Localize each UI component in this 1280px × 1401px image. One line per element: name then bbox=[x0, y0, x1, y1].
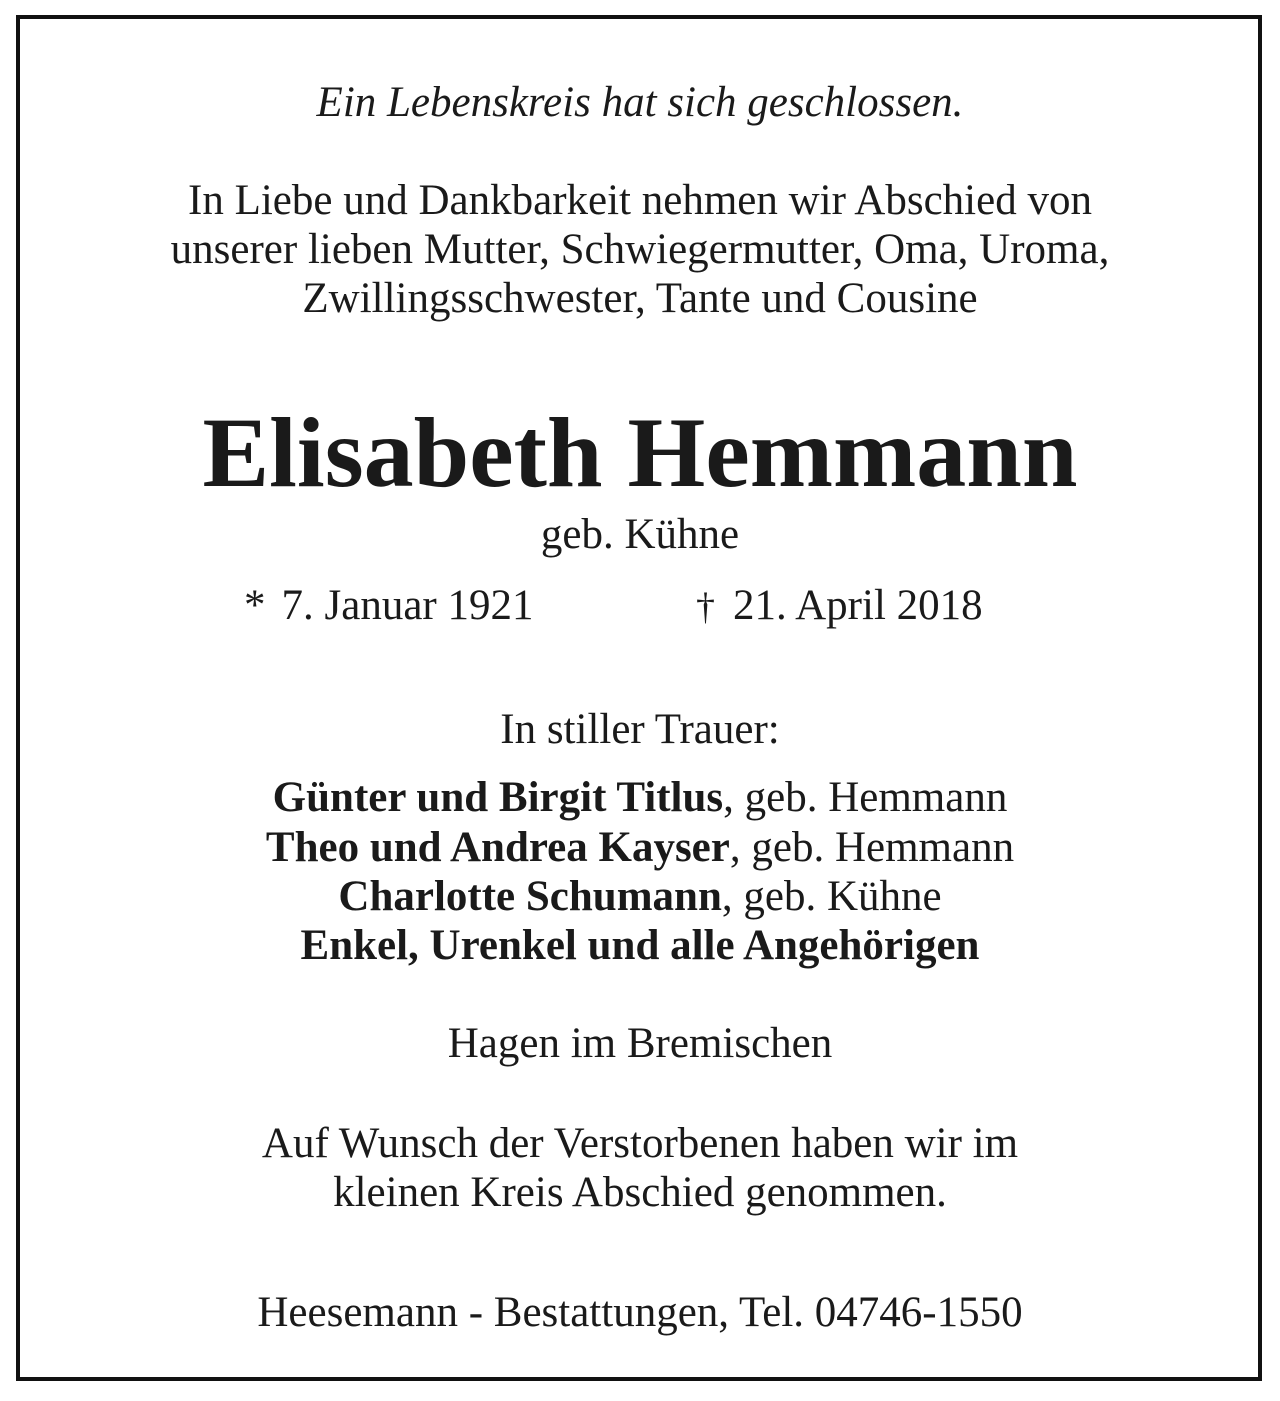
intro-line-1: In Liebe und Dankbarkeit nehmen wir Abschied von bbox=[188, 177, 1092, 224]
mourner-name: Theo und Andrea Kayser bbox=[265, 824, 730, 871]
birth-date: 7. Januar 1921 bbox=[281, 582, 534, 629]
mourner-suffix: , geb. Hemmann bbox=[729, 824, 1015, 871]
birth-star-icon: * bbox=[244, 582, 266, 629]
cross-icon: † bbox=[696, 586, 715, 628]
mourner-name: Günter und Birgit Titlus bbox=[272, 774, 724, 821]
mourner-suffix: , geb. Hemmann bbox=[723, 774, 1008, 821]
mourning-heading: In stiller Trauer: bbox=[500, 706, 780, 753]
maiden-name: geb. Kühne bbox=[540, 511, 740, 558]
closing-line-2: kleinen Kreis Abschied genommen. bbox=[333, 1169, 947, 1216]
mourner-line bbox=[0, 773, 1280, 823]
motto: Ein Lebenskreis hat sich geschlossen. bbox=[316, 79, 964, 126]
mourner-line bbox=[0, 872, 1280, 922]
deceased-name: Elisabeth Hemmann bbox=[202, 397, 1078, 508]
intro-line-3: Zwillingsschwester, Tante und Cousine bbox=[302, 275, 978, 322]
death bbox=[696, 581, 983, 632]
mourner-line bbox=[0, 823, 1280, 873]
mourner-name: Charlotte Schumann bbox=[338, 873, 722, 920]
mourner-suffix: , geb. Kühne bbox=[721, 873, 942, 920]
intro-line-2: unserer lieben Mutter, Schwiegermutter, Oma, Uroma, bbox=[170, 226, 1110, 273]
birth bbox=[244, 581, 533, 631]
mourner-line bbox=[0, 921, 1280, 971]
mourner-name: Enkel, Urenkel und alle Angehörigen bbox=[300, 922, 980, 969]
closing-line-1: Auf Wunsch der Verstorbenen haben wir im bbox=[261, 1120, 1019, 1167]
undertaker-contact: Heesemann - Bestattungen, Tel. 04746-1550 bbox=[257, 1289, 1023, 1336]
death-date: 21. April 2018 bbox=[733, 582, 983, 629]
place: Hagen im Bremischen bbox=[447, 1020, 833, 1067]
